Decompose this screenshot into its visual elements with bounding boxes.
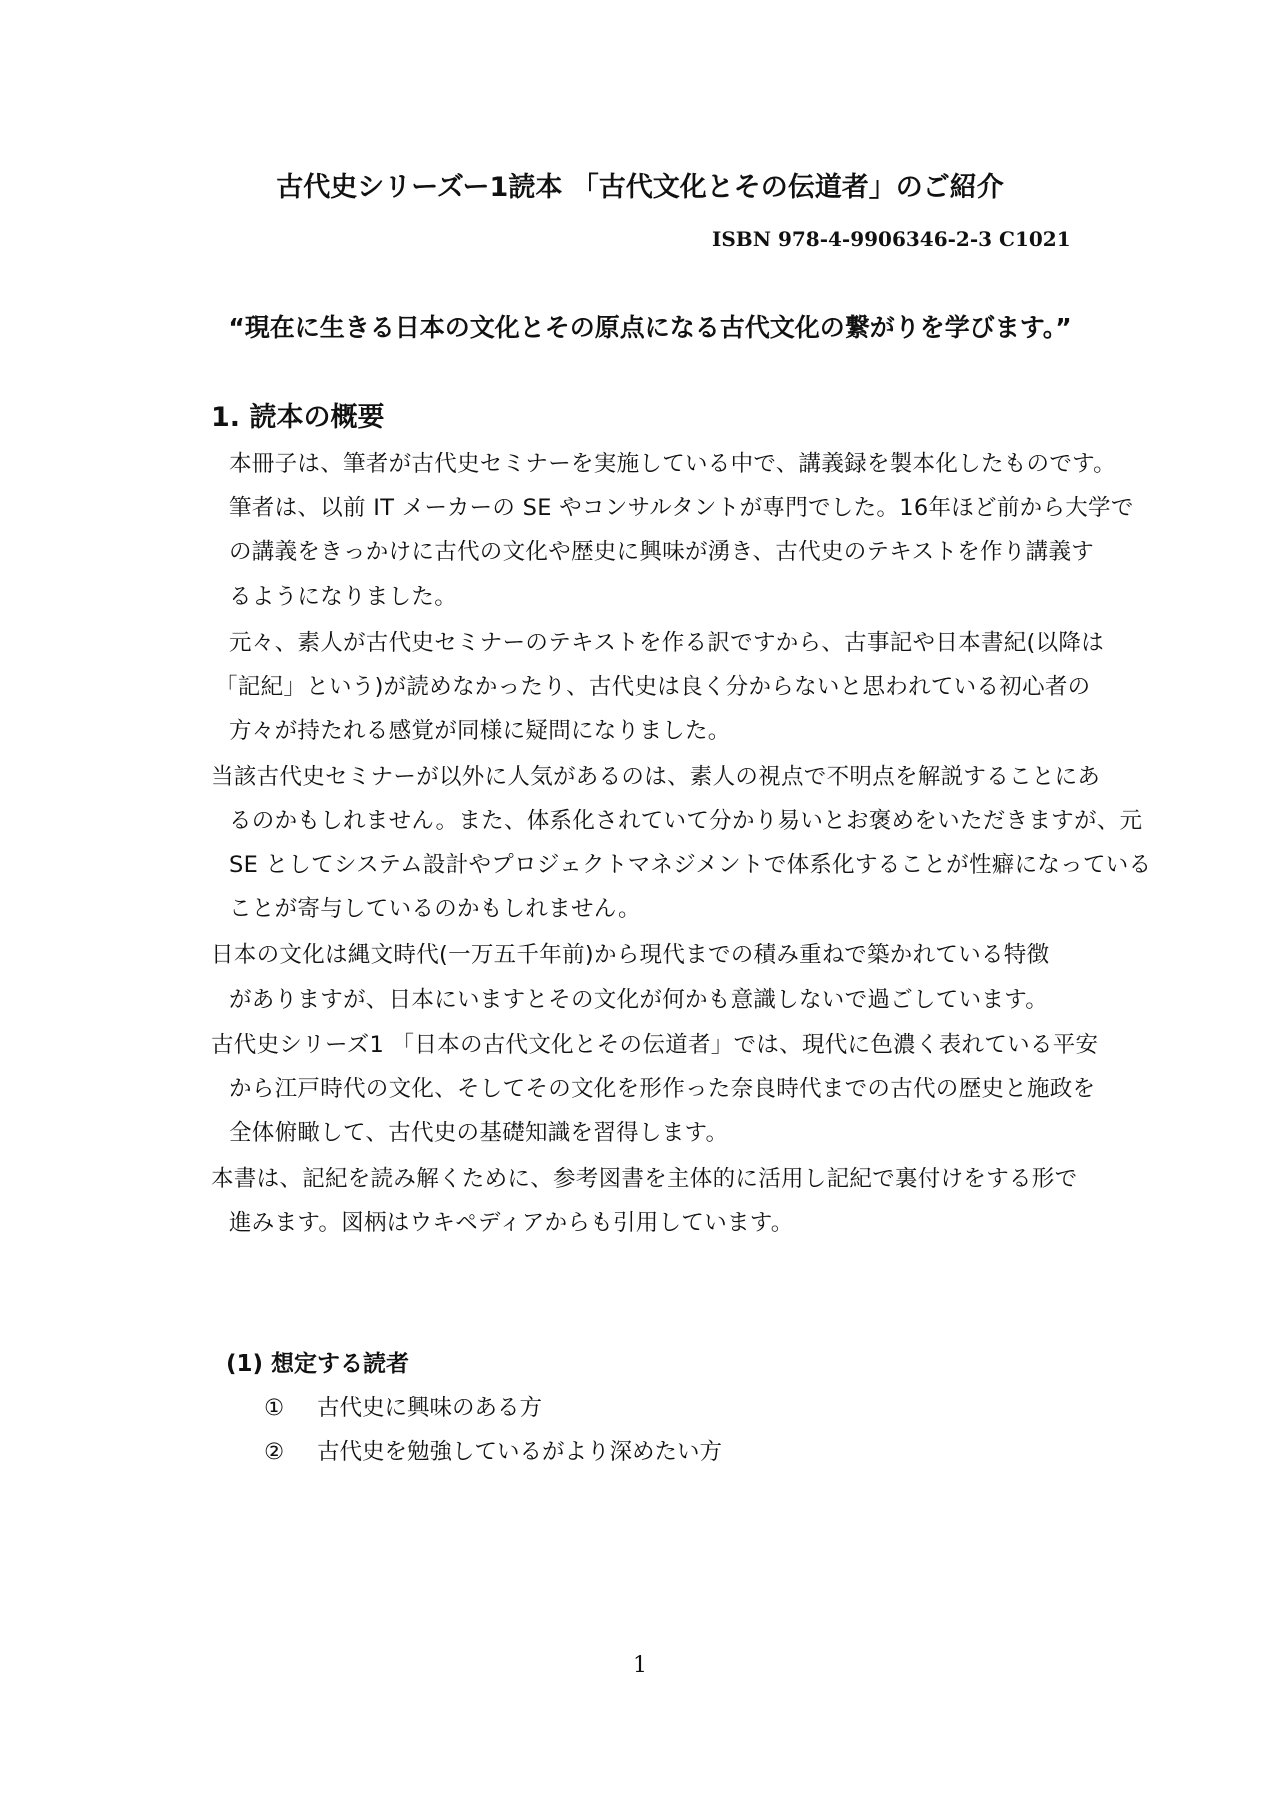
paragraph-line: 筆者は、以前 IT メーカーの SE やコンサルタントが専門でした。16年ほど前から大学で: [229, 495, 1134, 521]
document-title: 古代史シリーズー1読本 「古代文化とその伝道者」のご紹介: [276, 172, 1004, 203]
paragraph-line: 方々が持たれる感覚が同様に疑問になりました。: [229, 718, 731, 744]
paragraph-line: 元々、素人が古代史セミナーのテキストを作る訳ですから、古事記や日本書紀(以降は: [229, 630, 1105, 656]
list-text: 古代史を勉強しているがより深めたい方: [317, 1439, 723, 1465]
paragraph-line: SE としてシステム設計やプロジェクトマネジメントで体系化することが性癖になっている: [229, 852, 1152, 878]
list-text: 古代史に興味のある方: [317, 1395, 543, 1421]
section-heading-readers: (1) 想定する読者: [226, 1351, 410, 1377]
paragraph-line: 古代史シリーズ1 「日本の古代文化とその伝道者」では、現代に色濃く表れている平安: [211, 1032, 1099, 1058]
list-number: ①: [264, 1395, 285, 1421]
isbn-code: ISBN 978-4-9906346-2-3 C1021: [712, 227, 1071, 251]
section-heading-overview: 1. 読本の概要: [211, 402, 385, 433]
paragraph-line: ことが寄与しているのかもしれません。: [229, 896, 641, 922]
paragraph-line: 「記紀」という)が読めなかったり、古代史は良く分からないと思われている初心者の: [215, 674, 1091, 700]
paragraph-line: から江戸時代の文化、そしてその文化を形作った奈良時代までの古代の歴史と施政を: [229, 1076, 1096, 1102]
paragraph-line: 日本の文化は縄文時代(一万五千年前)から現代までの積み重ねで築かれている特徴: [211, 942, 1050, 968]
paragraph-line: 本冊子は、筆者が古代史セミナーを実施している中で、講義録を製本化したものです。: [229, 451, 1116, 477]
paragraph-line: 当該古代史セミナーが以外に人気があるのは、素人の視点で不明点を解説することにあ: [211, 764, 1101, 790]
page-number: 1: [633, 1653, 647, 1678]
paragraph-line: 進みます。図柄はウキペディアからも引用しています。: [229, 1210, 794, 1236]
paragraph-line: るようになりました。: [229, 584, 458, 610]
paragraph-line: の講義をきっかけに古代の文化や歴史に興味が湧き、古代史のテキストを作り講義す: [229, 539, 1095, 565]
paragraph-line: がありますが、日本にいますとその文化が何かも意識しないで過ごしています。: [229, 987, 1049, 1013]
paragraph-line: 本書は、記紀を読み解くために、参考図書を主体的に活用し記紀で裏付けをする形で: [211, 1166, 1078, 1192]
tagline: “現在に生きる日本の文化とその原点になる古代文化の繋がりを学びます。”: [228, 313, 1072, 342]
paragraph-line: るのかもしれません。また、体系化されていて分かり易いとお褒めをいただきますが、元: [229, 808, 1143, 834]
paragraph-line: 全体俯瞰して、古代史の基礎知識を習得します。: [229, 1120, 729, 1146]
list-number: ②: [264, 1439, 285, 1465]
